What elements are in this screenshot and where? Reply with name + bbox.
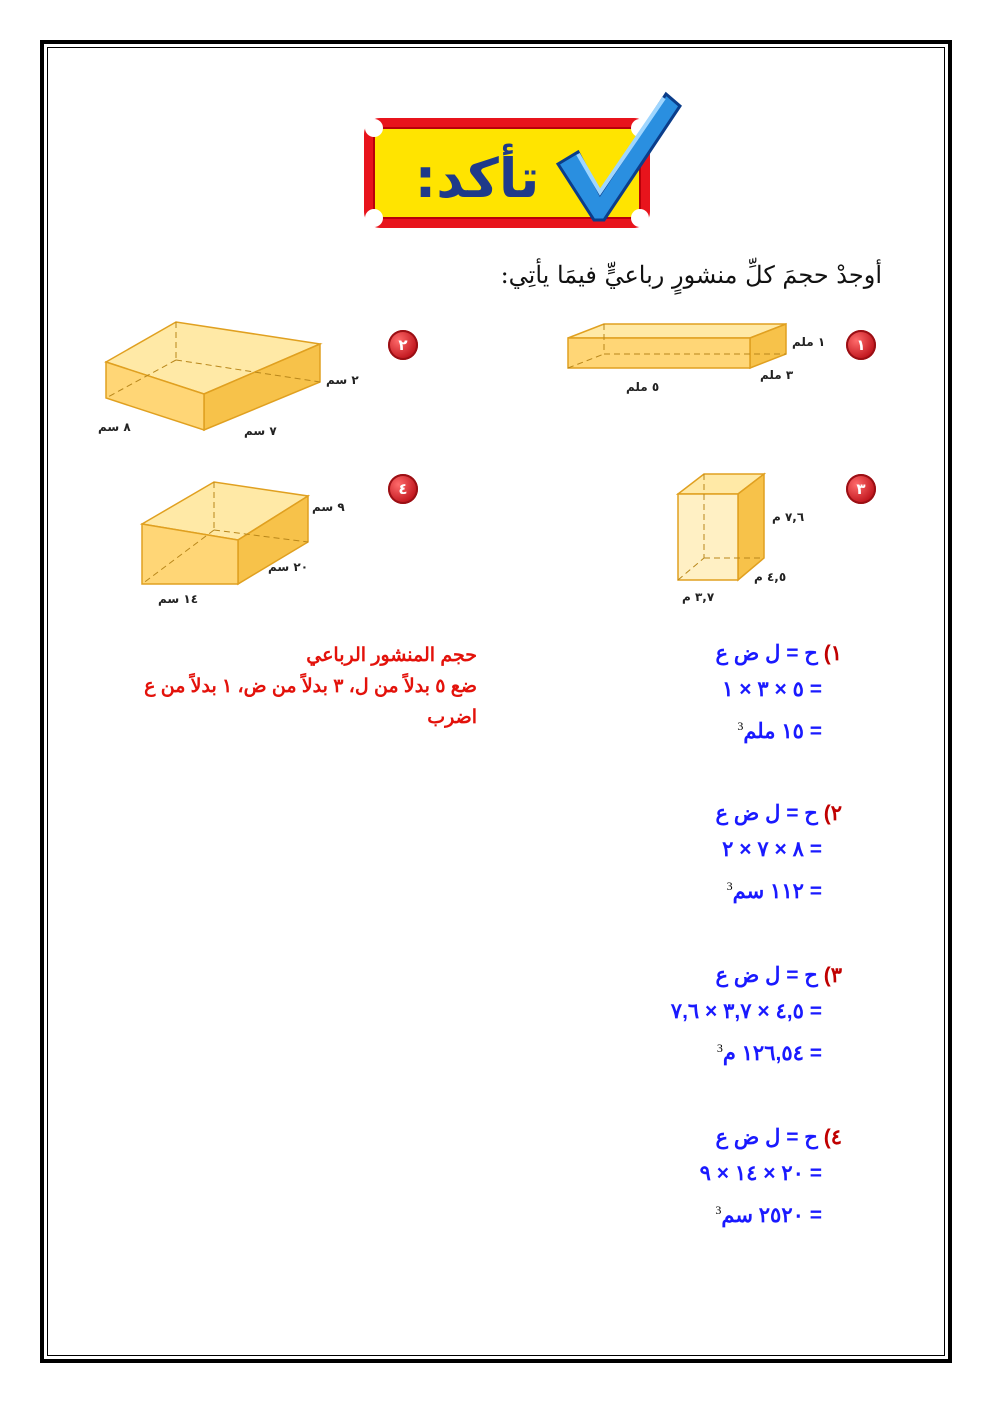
solution-3-step: = ٤,٥ × ٣,٧ × ٧,٦ (670, 1000, 822, 1023)
hint-note (7, 640, 477, 733)
hint-line-3: اضرب (427, 707, 477, 728)
solution-4-result: = ٢٥٢٠ سم (721, 1204, 822, 1227)
solution-4 (700, 1120, 842, 1234)
solution-4-power: 3 (715, 1203, 722, 1217)
solution-3-result: = ١٢٦,٥٤ م (722, 1042, 822, 1065)
figure-1-number: ١ (846, 330, 876, 360)
figure-3-number: ٣ (846, 474, 876, 504)
solution-3-label: ٣) (823, 964, 842, 987)
solution-4-label: ٤) (823, 1126, 842, 1149)
page-title: تأكد: (414, 147, 540, 210)
figure-4-height-label: ٩ سم (312, 500, 345, 514)
solution-2-power: 3 (726, 879, 733, 893)
figure-2-height-label: ٢ سم (326, 373, 359, 387)
figure-2-prism (104, 320, 322, 432)
solution-2-step: = ٨ × ٧ × ٢ (722, 838, 822, 861)
solution-2-label: ٢) (823, 802, 842, 825)
figure-2-length-label: ٨ سم (98, 420, 131, 434)
figure-3-width-label: ٤,٥ م (754, 570, 787, 584)
solution-1 (716, 636, 842, 750)
solution-4-step: = ٢٠ × ١٤ × ٩ (699, 1162, 822, 1185)
solution-2 (716, 796, 842, 910)
solution-3 (671, 958, 842, 1072)
solution-1-result: = ١٥ ملم (743, 720, 822, 743)
solution-3-power: 3 (716, 1041, 723, 1055)
figure-3-prism (676, 472, 766, 582)
solution-3-formula: ح = ل ض ع (715, 964, 818, 987)
solution-1-formula: ح = ل ض ع (715, 642, 818, 665)
solution-2-result: = ١١٢ سم (732, 880, 822, 903)
figure-2-width-label: ٧ سم (244, 424, 277, 438)
solution-2-formula: ح = ل ض ع (715, 802, 818, 825)
checkmark-icon (548, 84, 688, 224)
figure-1-height-label: ١ ملم (792, 335, 826, 349)
solution-1-power: 3 (737, 719, 744, 733)
figure-2-number: ٢ (388, 330, 418, 360)
solution-1-label: ١) (823, 642, 842, 665)
hint-line-2: ضع ٥ بدلاً من ل، ٣ بدلاً من ض، ١ بدلاً من ع (144, 676, 477, 697)
figure-3-height-label: ٧,٦ م (772, 510, 805, 524)
figure-4-length-label: ١٤ سم (158, 592, 199, 606)
solution-1-step: = ٥ × ٣ × ١ (722, 678, 822, 701)
figure-1-width-label: ٣ ملم (760, 368, 794, 382)
hint-line-1: حجم المنشور الرباعي (306, 645, 477, 666)
figure-1-length-label: ٥ ملم (626, 380, 660, 394)
figure-4-number: ٤ (388, 474, 418, 504)
figure-3-length-label: ٣,٧ م (682, 590, 715, 604)
instruction-text: أوجدْ حجمَ كلِّ منشورٍ رباعيٍّ فيمَا يأتِي: (500, 261, 882, 289)
figure-4-width-label: ٢٠ سم (268, 560, 309, 574)
figure-1-prism (566, 322, 788, 370)
solution-4-formula: ح = ل ض ع (715, 1126, 818, 1149)
